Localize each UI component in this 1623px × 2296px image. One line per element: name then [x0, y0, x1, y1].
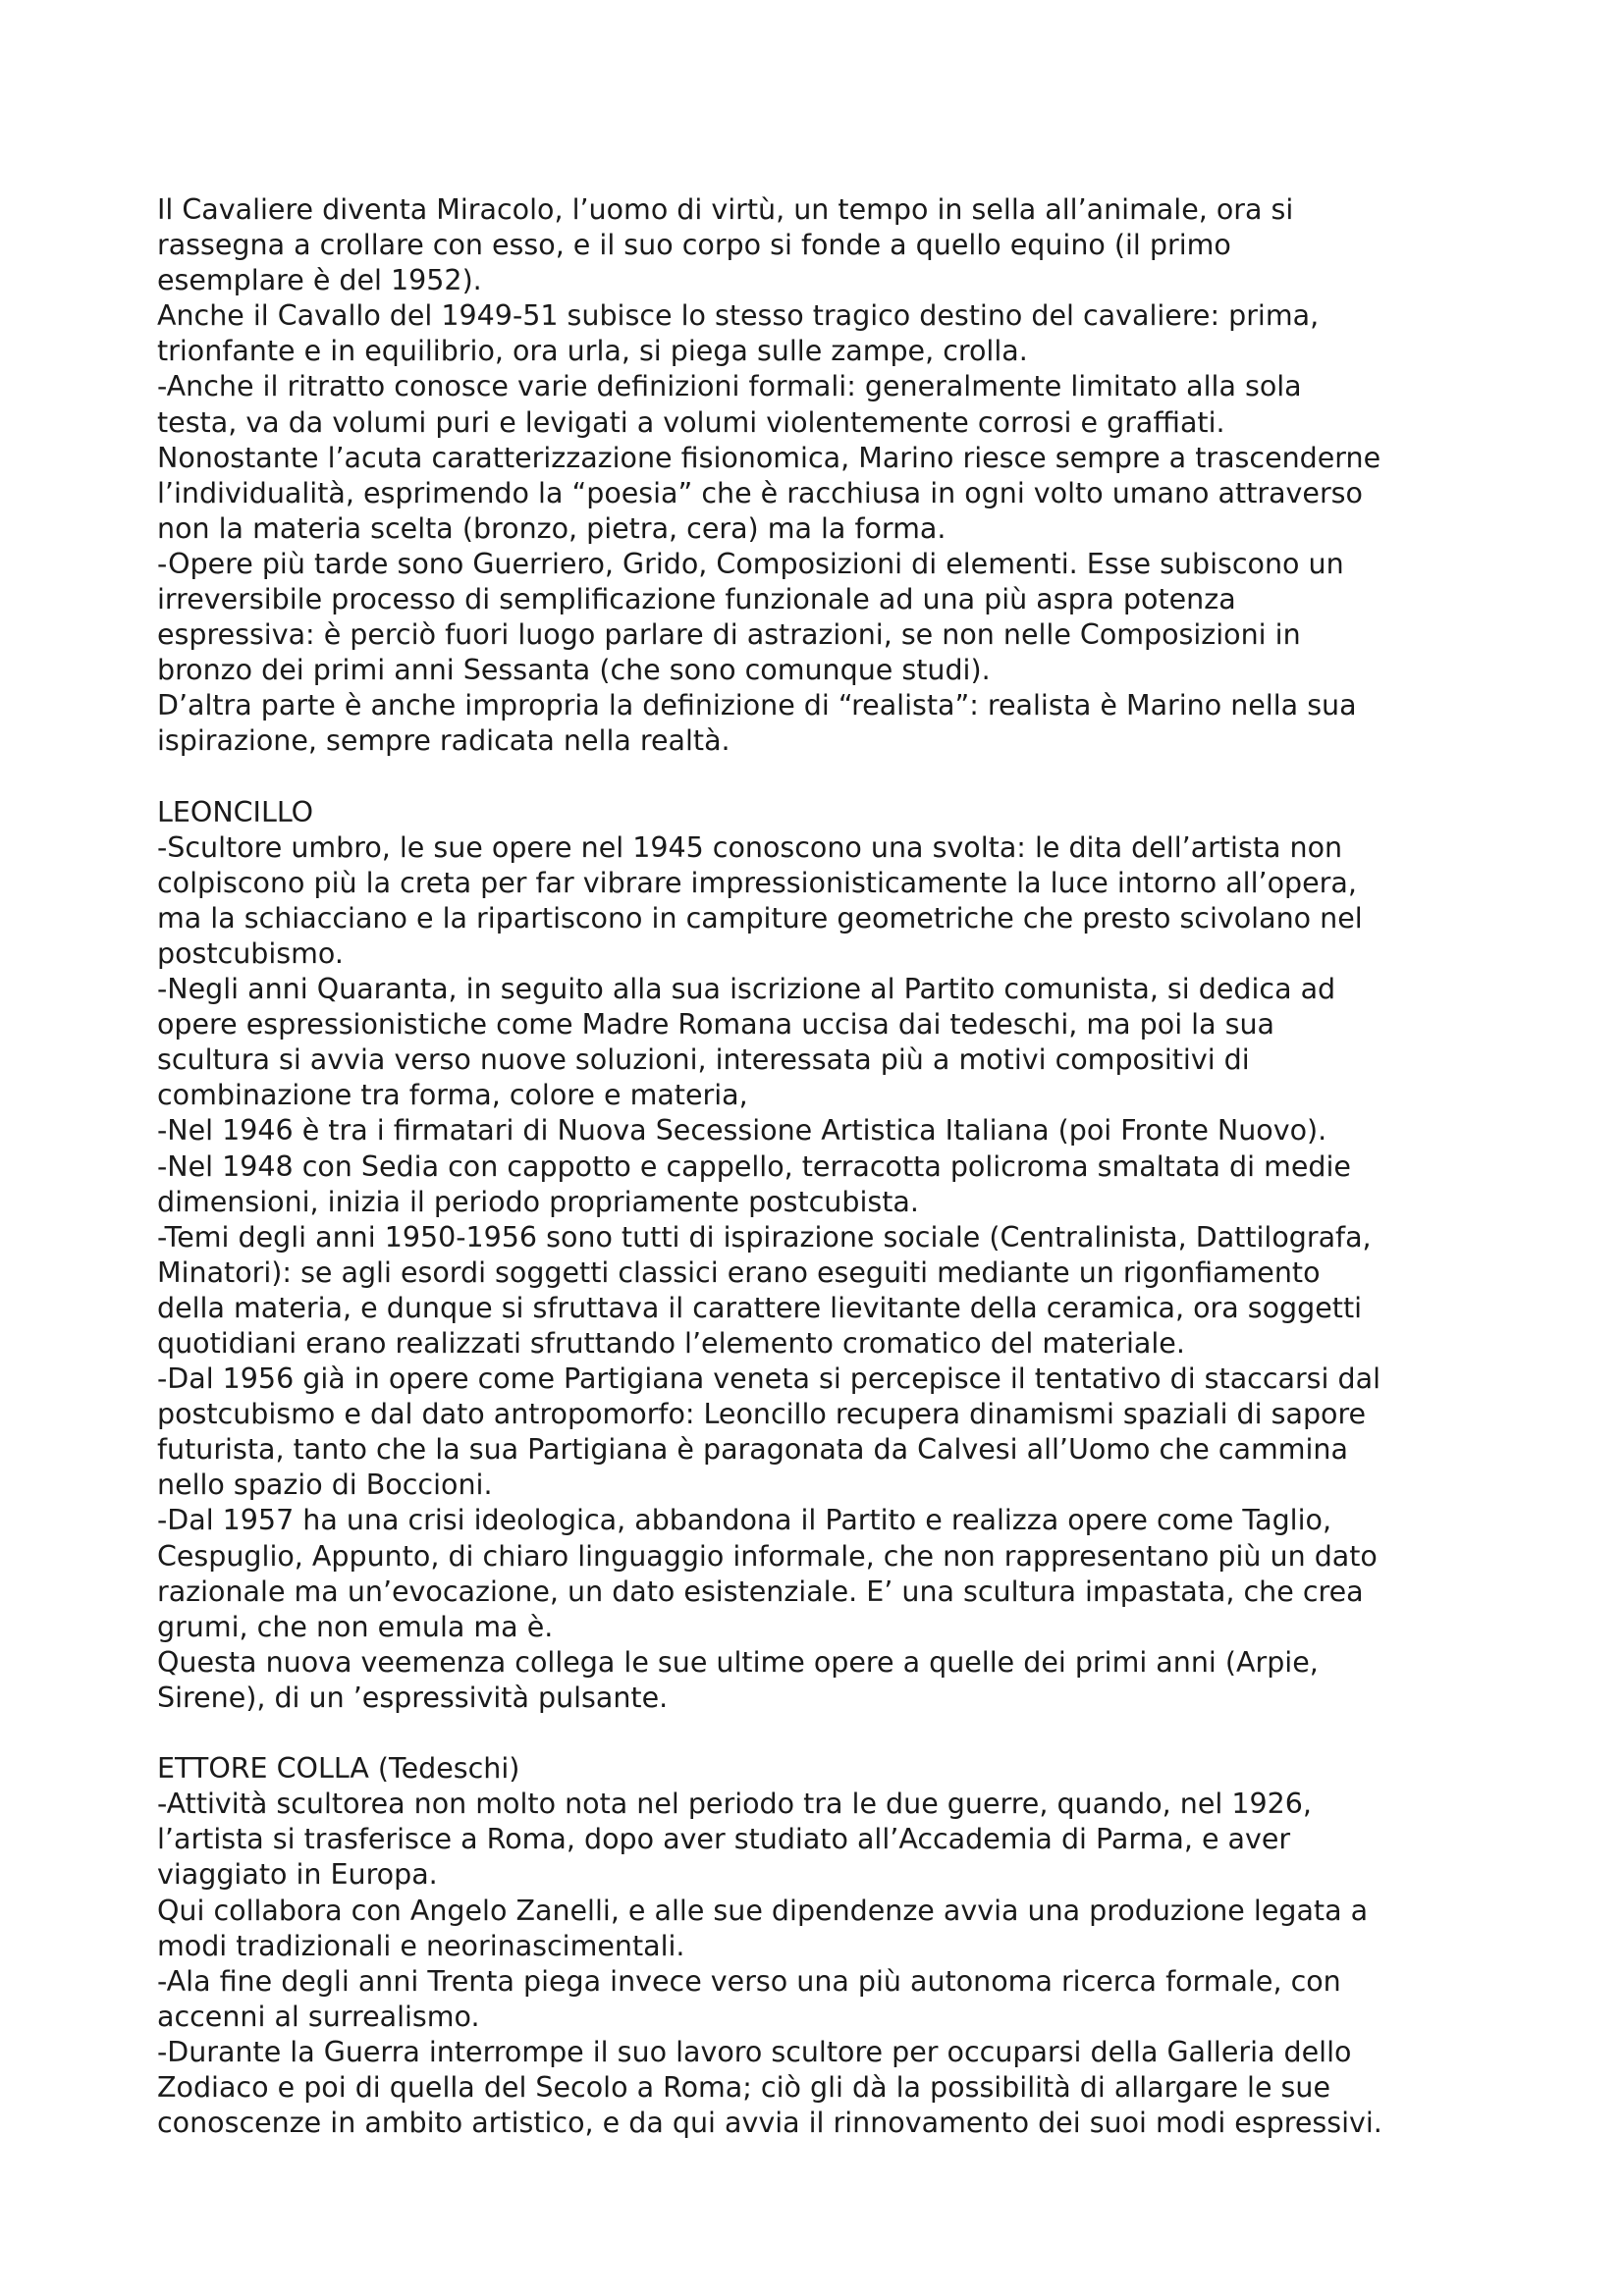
blank-line [157, 760, 1483, 795]
text-line: bronzo dei primi anni Sessanta (che sono comunque studi). [157, 654, 991, 687]
text-line: -Opere più tarde sono Guerriero, Grido, Composizioni di elementi. Esse subiscono un [157, 547, 1344, 580]
paragraph [157, 1964, 1483, 2035]
section-heading: ETTORE COLLA (Tedeschi) [157, 1752, 520, 1786]
paragraph [157, 547, 1483, 688]
paragraph [157, 1894, 1483, 1964]
section-leoncillo [157, 795, 1483, 1716]
text-line: opere espressionistiche come Madre Romana uccisa dai tedeschi, ma poi la sua [157, 1008, 1274, 1041]
text-line: ispirazione, sempre radicata nella realtà. [157, 724, 730, 758]
paragraph [157, 1503, 1483, 1644]
text-line: l’artista si trasferisce a Roma, dopo aver studiato all’Accademia di Parma, e aver [157, 1823, 1291, 1856]
text-line: Nonostante l’acuta caratterizzazione fisionomica, Marino riesce sempre a trascenderne [157, 441, 1381, 474]
text-line: futurista, tanto che la sua Partigiana è paragonata da Calvesi all’Uomo che cammina [157, 1433, 1348, 1467]
section-marino [157, 192, 1483, 760]
section-heading: LEONCILLO [157, 795, 314, 828]
text-line: -Temi degli anni 1950-1956 sono tutti di ispirazione sociale (Centralinista, Dattilografa, [157, 1220, 1372, 1254]
text-line: dimensioni, inizia il periodo propriamente postcubista. [157, 1185, 919, 1218]
paragraph [157, 1113, 1483, 1148]
text-line: Sirene), di un ’espressività pulsante. [157, 1681, 669, 1714]
text-line: accenni al surrealismo. [157, 2000, 480, 2033]
text-line: trionfante e in equilibrio, ora urla, si piega sulle zampe, crolla. [157, 335, 1028, 368]
text-line: esemplare è del 1952). [157, 264, 482, 297]
text-line: Qui collabora con Angelo Zanelli, e alle sue dipendenze avvia una produzione legata a [157, 1894, 1369, 1927]
blank-line [157, 1716, 1483, 1751]
text-line: Minatori): se agli esordi soggetti classici erano eseguiti mediante un rigonfiamento [157, 1255, 1321, 1289]
text-line: nello spazio di Boccioni. [157, 1468, 493, 1502]
text-line: Zodiaco e poi di quella del Secolo a Roma; ciò gli dà la possibilità di allargare le sue [157, 2070, 1330, 2104]
text-line: testa, va da volumi puri e levigati a volumi violentemente corrosi e graffiati. [157, 405, 1225, 439]
text-line: -Negli anni Quaranta, in seguito alla sua iscrizione al Partito comunista, si dedica ad [157, 973, 1336, 1006]
paragraph [157, 1787, 1483, 1893]
text-line: -Nel 1948 con Sedia con cappotto e cappello, terracotta policroma smaltata di medie [157, 1149, 1351, 1183]
text-line: colpiscono più la creta per far vibrare impressionisticamente la luce intorno all’opera, [157, 866, 1357, 899]
text-line: viaggiato in Europa. [157, 1858, 438, 1892]
text-line: Anche il Cavallo del 1949-51 subisce lo stesso tragico destino del cavaliere: prima, [157, 299, 1320, 333]
paragraph [157, 1362, 1483, 1503]
text-line: l’individualità, esprimendo la “poesia” che è racchiusa in ogni volto umano attraverso [157, 476, 1363, 509]
text-line: postcubismo. [157, 936, 344, 970]
paragraph [157, 369, 1483, 440]
paragraph [157, 441, 1483, 547]
paragraph [157, 1220, 1483, 1362]
text-line: -Dal 1956 già in opere come Partigiana veneta si percepisce il tentativo di staccarsi dal [157, 1362, 1380, 1396]
text-line: ma la schiacciano e la ripartiscono in campiture geometriche che presto scivolano nel [157, 901, 1363, 934]
text-line: -Anche il ritratto conosce varie definizioni formali: generalmente limitato alla sola [157, 370, 1302, 403]
text-line: postcubismo e dal dato antropomorfo: Leoncillo recupera dinamismi spaziali di sapore [157, 1398, 1367, 1431]
paragraph [157, 192, 1483, 298]
text-line: non la materia scelta (bronzo, pietra, cera) ma la forma. [157, 511, 947, 545]
text-line: Il Cavaliere diventa Miracolo, l’uomo di virtù, un tempo in sella all’animale, ora si [157, 193, 1294, 226]
text-line: razionale ma un’evocazione, un dato esistenziale. E’ una scultura impastata, che crea [157, 1575, 1364, 1608]
text-line: modi tradizionali e neorinascimentali. [157, 1929, 685, 1962]
text-line: Cespuglio, Appunto, di chiaro linguaggio informale, che non rappresentano più un dato [157, 1539, 1378, 1573]
paragraph [157, 1149, 1483, 1220]
text-line: -Nel 1946 è tra i firmatari di Nuova Secessione Artistica Italiana (poi Fronte Nuovo). [157, 1114, 1327, 1148]
text-line: della materia, e dunque si sfruttava il carattere lievitante della ceramica, ora soggetti [157, 1291, 1363, 1324]
text-line: scultura si avvia verso nuove soluzioni, interessata più a motivi compositivi di [157, 1043, 1250, 1077]
paragraph [157, 1645, 1483, 1716]
text-line: D’altra parte è anche impropria la definizione di “realista”: realista è Marino nella sua [157, 689, 1357, 722]
paragraph [157, 2035, 1483, 2141]
text-line: -Dal 1957 ha una crisi ideologica, abbandona il Partito e realizza opere come Taglio, [157, 1504, 1332, 1537]
paragraph [157, 830, 1483, 972]
text-line: conoscenze in ambito artistico, e da qui avvia il rinnovamento dei suoi modi espressivi. [157, 2107, 1382, 2140]
paragraph [157, 972, 1483, 1113]
text-line: quotidiani erano realizzati sfruttando l’elemento cromatico del materiale. [157, 1327, 1185, 1360]
text-line: Questa nuova veemenza collega le sue ultime opere a quelle dei primi anni (Arpie, [157, 1645, 1319, 1679]
text-line: combinazione tra forma, colore e materia, [157, 1079, 748, 1112]
text-line: irreversibile processo di semplificazione funzionale ad una più aspra potenza [157, 583, 1236, 616]
text-line: -Scultore umbro, le sue opere nel 1945 conoscono una svolta: le dita dell’artista non [157, 830, 1343, 864]
paragraph [157, 688, 1483, 759]
paragraph [157, 298, 1483, 369]
text-line: espressiva: è perciò fuori luogo parlare di astrazioni, se non nelle Composizioni in [157, 618, 1301, 652]
section-ettore-colla [157, 1751, 1483, 2141]
text-line: -Durante la Guerra interrompe il suo lavoro scultore per occuparsi della Galleria dello [157, 2035, 1352, 2068]
document-page [157, 192, 1483, 2141]
text-line: rassegna a crollare con esso, e il suo corpo si fonde a quello equino (il primo [157, 229, 1231, 262]
text-line: -Ala fine degli anni Trenta piega invece verso una più autonoma ricerca formale, con [157, 1964, 1341, 1998]
text-line: grumi, che non emula ma è. [157, 1610, 554, 1643]
text-line: -Attività scultorea non molto nota nel periodo tra le due guerre, quando, nel 1926, [157, 1788, 1312, 1821]
